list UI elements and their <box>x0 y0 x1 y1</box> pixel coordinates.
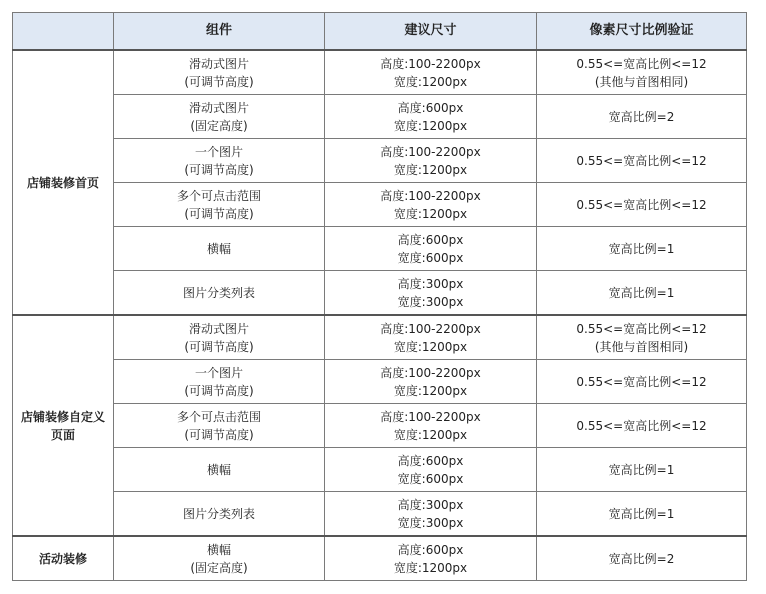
size-cell: 高度:100-2200px 宽度:1200px <box>325 183 537 227</box>
table-row <box>13 536 747 581</box>
ratio-cell: 0.55<=宽高比例<=12 (其他与首图相同) <box>537 50 747 95</box>
group-label: 活动装修 <box>13 536 114 581</box>
table-row <box>13 50 747 95</box>
group-label: 店铺装修首页 <box>13 50 114 315</box>
image-size-spec-table <box>12 12 747 581</box>
ratio-cell: 0.55<=宽高比例<=12 <box>537 360 747 404</box>
component-cell: 多个可点击范围 (可调节高度) <box>114 404 325 448</box>
size-cell: 高度:100-2200px 宽度:1200px <box>325 315 537 360</box>
component-cell: 横幅 <box>114 227 325 271</box>
header-cell-suggested-size: 建议尺寸 <box>325 13 537 51</box>
group-store-custom-page <box>13 315 747 536</box>
header-cell-component: 组件 <box>114 13 325 51</box>
group-label: 店铺装修自定义 页面 <box>13 315 114 536</box>
size-cell: 高度:100-2200px 宽度:1200px <box>325 139 537 183</box>
table-row <box>13 183 747 227</box>
size-cell: 高度:100-2200px 宽度:1200px <box>325 360 537 404</box>
component-cell: 图片分类列表 <box>114 492 325 537</box>
size-cell: 高度:300px 宽度:300px <box>325 271 537 316</box>
ratio-cell: 0.55<=宽高比例<=12 <box>537 404 747 448</box>
group-store-homepage <box>13 50 747 315</box>
table-row <box>13 95 747 139</box>
size-cell: 高度:100-2200px 宽度:1200px <box>325 50 537 95</box>
component-cell: 一个图片 (可调节高度) <box>114 139 325 183</box>
component-cell: 多个可点击范围 (可调节高度) <box>114 183 325 227</box>
ratio-cell: 宽高比例=1 <box>537 448 747 492</box>
component-cell: 横幅 (固定高度) <box>114 536 325 581</box>
size-cell: 高度:600px 宽度:1200px <box>325 95 537 139</box>
component-cell: 滑动式图片 (固定高度) <box>114 95 325 139</box>
size-cell: 高度:100-2200px 宽度:1200px <box>325 404 537 448</box>
ratio-cell: 宽高比例=2 <box>537 536 747 581</box>
component-cell: 一个图片 (可调节高度) <box>114 360 325 404</box>
table-row <box>13 492 747 537</box>
size-cell: 高度:600px 宽度:600px <box>325 448 537 492</box>
table-row <box>13 404 747 448</box>
size-cell: 高度:600px 宽度:600px <box>325 227 537 271</box>
table-row <box>13 227 747 271</box>
ratio-cell: 宽高比例=1 <box>537 492 747 537</box>
table-row <box>13 139 747 183</box>
header-cell-group <box>13 13 114 51</box>
table-row <box>13 271 747 316</box>
ratio-cell: 宽高比例=1 <box>537 227 747 271</box>
size-cell: 高度:300px 宽度:300px <box>325 492 537 537</box>
group-campaign-decoration <box>13 536 747 581</box>
table-row <box>13 448 747 492</box>
header-cell-ratio-check: 像素尺寸比例验证 <box>537 13 747 51</box>
ratio-cell: 0.55<=宽高比例<=12 <box>537 183 747 227</box>
ratio-cell: 0.55<=宽高比例<=12 (其他与首图相同) <box>537 315 747 360</box>
ratio-cell: 0.55<=宽高比例<=12 <box>537 139 747 183</box>
size-cell: 高度:600px 宽度:1200px <box>325 536 537 581</box>
ratio-cell: 宽高比例=1 <box>537 271 747 316</box>
header-row <box>13 13 747 51</box>
component-cell: 滑动式图片 (可调节高度) <box>114 315 325 360</box>
table-row <box>13 315 747 360</box>
component-cell: 图片分类列表 <box>114 271 325 316</box>
ratio-cell: 宽高比例=2 <box>537 95 747 139</box>
component-cell: 横幅 <box>114 448 325 492</box>
component-cell: 滑动式图片 (可调节高度) <box>114 50 325 95</box>
table-row <box>13 360 747 404</box>
